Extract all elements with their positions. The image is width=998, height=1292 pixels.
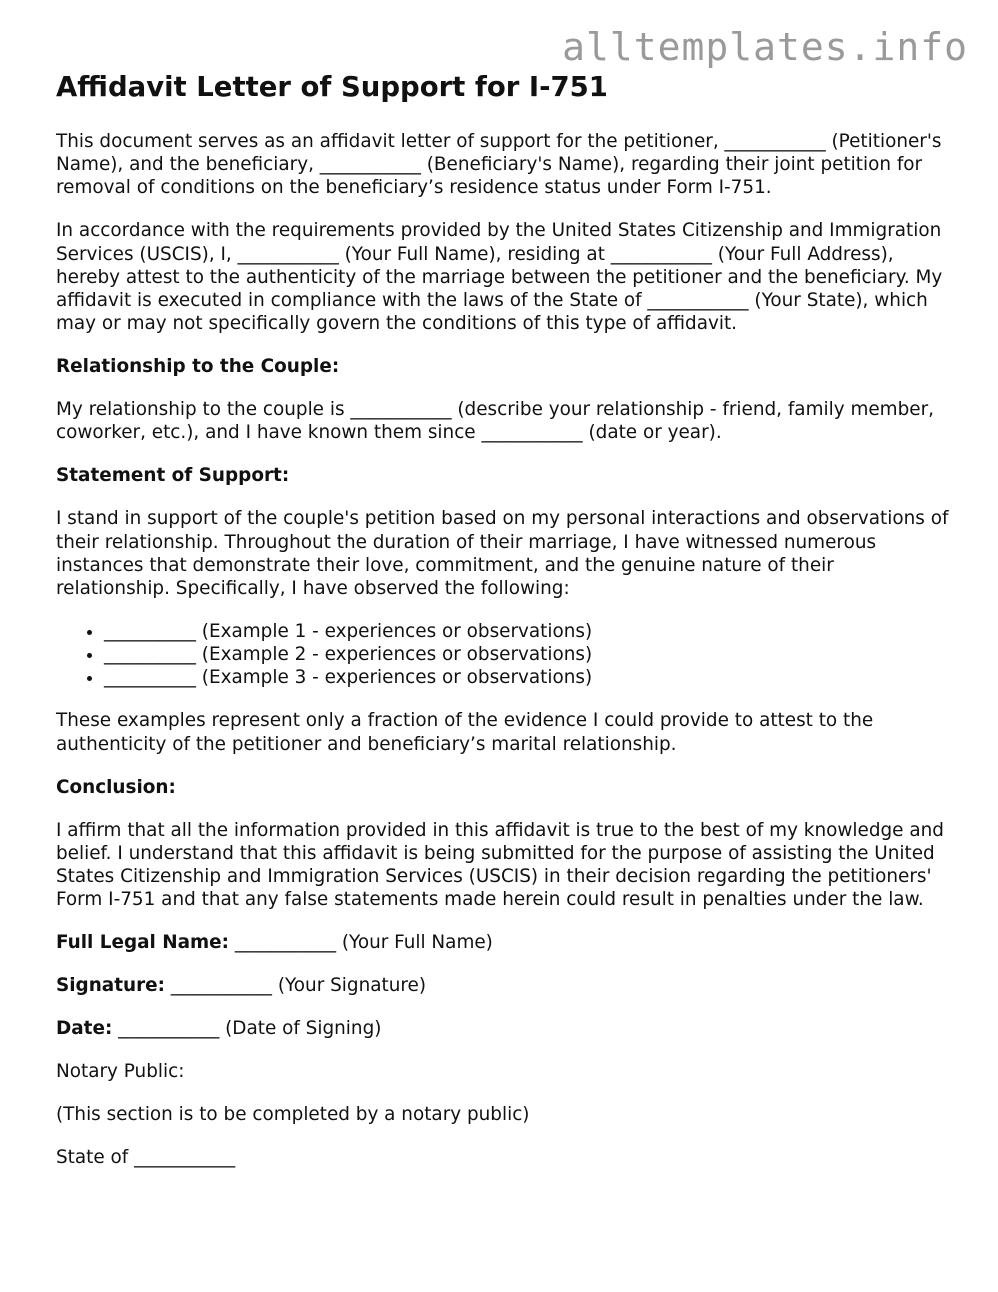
watermark: alltemplates.info — [562, 25, 968, 69]
full-legal-name-value: ___________ (Your Full Name) — [229, 932, 493, 954]
example-item-1: • __________ (Example 1 - experiences or observations) — [104, 620, 951, 643]
signature-value: ___________ (Your Signature) — [165, 975, 427, 997]
relationship-heading: Relationship to the Couple: — [56, 356, 340, 378]
support-paragraph: I stand in support of the couple's petition based on my personal interactions and observations of their relationship. Throughout the duration of their marriage, I have witnessed numerous instances that demonstrate their love, commitment, and the genuine nature of their relationship. Specifically, I have observed the following: — [56, 508, 949, 600]
example-item-3: • __________ (Example 3 - experiences or observations) — [104, 666, 951, 689]
document-title: Affidavit Letter of Support for I-751 — [56, 71, 608, 103]
relationship-paragraph: My relationship to the couple is ___________ (describe your relationship - friend, family member, coworker, etc.), and I have known them since ___________ (date or year). — [56, 399, 934, 444]
examples-list — [56, 620, 951, 690]
full-legal-name-line — [56, 931, 951, 954]
accordance-paragraph: In accordance with the requirements provided by the United States Citizenship and Immigration Services (USCIS), I, ___________ (Your Full Name), residing at ___________ (Your Full Address), hereby attest to the authenticity of the marriage between the petitioner and the beneficiary. My affidavit is executed in compliance with the laws of the State of ___________ (Your State), which may or may not specifically govern the conditions of this type of affidavit. — [56, 220, 943, 335]
date-value: ___________ (Date of Signing) — [112, 1018, 382, 1040]
date-line — [56, 1017, 951, 1040]
notary-label: Notary Public: — [56, 1061, 185, 1083]
support-heading: Statement of Support: — [56, 465, 290, 487]
document — [56, 68, 951, 1189]
date-label: Date: — [56, 1018, 113, 1040]
full-legal-name-label: Full Legal Name: — [56, 932, 230, 954]
signature-label: Signature: — [56, 975, 165, 997]
intro-paragraph: This document serves as an affidavit letter of support for the petitioner, ___________ (Petitioner's Name), and the beneficiary, ___________ (Beneficiary's Name), regarding their joint petition for removal of conditions on the beneficiary’s residence status under Form I-751. — [56, 131, 942, 199]
example-item-2: • __________ (Example 2 - experiences or observations) — [104, 643, 951, 666]
conclusion-paragraph: I affirm that all the information provided in this affidavit is true to the best of my knowledge and belief. I understand that this affidavit is being submitted for the purpose of assisting the United States Citizenship and Immigration Services (USCIS) in their decision regarding the petitioners' Form I-751 and that any false statements made herein could result in penalties under the law. — [56, 819, 944, 911]
conclusion-heading: Conclusion: — [56, 776, 176, 798]
notary-state-line: State of ___________ — [56, 1147, 236, 1169]
notary-note: (This section is to be completed by a notary public) — [56, 1104, 530, 1126]
signature-line — [56, 974, 951, 997]
examples-summary-paragraph: These examples represent only a fraction of the evidence I could provide to attest to the authenticity of the petitioner and beneficiary’s marital relationship. — [56, 710, 874, 755]
